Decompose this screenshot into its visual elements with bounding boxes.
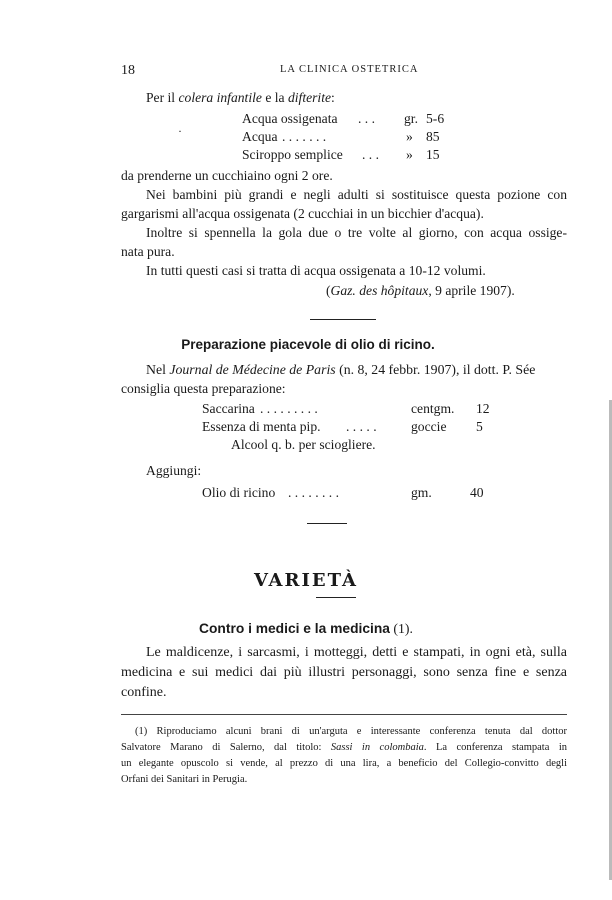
- varieta-title: VARIETÀ: [253, 570, 358, 591]
- alcool-line: Alcool q. b. per sciogliere.: [231, 437, 376, 452]
- footnote-line: [121, 742, 567, 753]
- source-date: , 9 aprile 1907).: [428, 283, 515, 298]
- recipe-value: 5-6: [426, 111, 445, 126]
- recipe-unit: goccie: [411, 419, 447, 434]
- intro-suffix: :: [331, 90, 335, 105]
- stray-mark: ·: [178, 124, 182, 138]
- source-open: (: [326, 283, 331, 298]
- recipe-dots: . . . . . . . . .: [260, 401, 318, 416]
- article-heading: [0, 621, 612, 637]
- aggiungi-label: Aggiungi:: [146, 463, 202, 478]
- footnote-ref: (1).: [389, 621, 413, 636]
- journal-suffix: (n. 8, 24 febbr. 1907), il dott. P. Sée: [335, 362, 536, 377]
- footnote-rule: [121, 714, 567, 715]
- paragraph-line: medicina e sui medici dai più illustri personaggi, sono senza fine e senza: [121, 665, 567, 680]
- intro-line: [146, 90, 567, 106]
- intro-prefix: Per il: [146, 90, 179, 105]
- intro-italic-colera: colera infantile: [178, 90, 262, 105]
- recipe-value: 15: [426, 147, 440, 162]
- recipe-value: 5: [476, 419, 483, 434]
- journal-title: Journal de Médecine de Paris: [169, 362, 336, 377]
- section-heading: Preparazione piacevole di olio di ricino.: [181, 337, 435, 352]
- paragraph-line: [146, 362, 567, 378]
- paragraph-line: Nei bambini più grandi e negli adulti si sostituisce questa pozione con: [146, 187, 567, 202]
- article-heading-text: Contro i medici e la medicina: [199, 621, 390, 636]
- paragraph-line: consiglia questa preparazione:: [121, 381, 286, 396]
- paragraph-line: gargarismi all'acqua ossigenata (2 cucchiai in un bicchier d'acqua).: [121, 206, 484, 221]
- section-divider: [310, 319, 376, 320]
- section-divider: [307, 523, 347, 524]
- paragraph-line: nata pura.: [121, 244, 175, 259]
- recipe-dots: . . .: [362, 147, 379, 162]
- journal-prefix: Nel: [146, 362, 170, 377]
- recipe-name: Saccarina: [202, 401, 255, 416]
- recipe-unit: »: [406, 147, 413, 162]
- footnote-line: (1) Riproduciamo alcuni brani di un'arguta e interessante conferenza tenuta dal dottor: [135, 726, 567, 737]
- paragraph-line: da prenderne un cucchiaino ogni 2 ore.: [121, 168, 333, 183]
- title-underline: [316, 597, 356, 598]
- recipe-value: 12: [476, 401, 490, 416]
- recipe-value: 40: [470, 485, 484, 500]
- footnote-text: . La conferenza stampata in: [423, 742, 567, 753]
- recipe-dots: . . .: [358, 111, 375, 126]
- intro-mid: e la: [261, 90, 288, 105]
- footnote-text: Salvatore Marano di Salerno, dal titolo:: [121, 742, 331, 753]
- footnote-line: un elegante opuscolo si vende, al prezzo di una lira, a beneficio del Collegio-convitto degli: [121, 758, 567, 769]
- recipe-name: Acqua ossigenata: [242, 111, 338, 126]
- recipe-unit: gm.: [411, 485, 432, 500]
- recipe-unit: centgm.: [411, 401, 455, 416]
- intro-italic-difterite: difterite: [287, 90, 332, 105]
- paragraph-line: In tutti questi casi si tratta di acqua ossigenata a 10-12 volumi.: [146, 263, 486, 278]
- recipe-value: 85: [426, 129, 440, 144]
- recipe-unit: »: [406, 129, 413, 144]
- page-number: 18: [121, 63, 135, 78]
- recipe-name: Essenza di menta pip.: [202, 419, 321, 434]
- source-journal: Gaz. des hôpitaux: [330, 283, 429, 298]
- running-title: LA CLINICA OSTETRICA: [280, 64, 419, 75]
- recipe-name: Acqua: [242, 129, 278, 144]
- footnote-title: Sassi in colombaia: [330, 742, 424, 753]
- recipe-dots: . . . . . . .: [282, 129, 327, 144]
- footnote-line: Orfani dei Sanitari in Perugia.: [121, 774, 248, 785]
- paragraph-line: Le maldicenze, i sarcasmi, i motteggi, detti e stampati, in ogni età, sulla: [146, 645, 567, 660]
- paragraph-line: Inoltre si spennella la gola due o tre volte al giorno, con acqua ossige-: [146, 225, 567, 240]
- recipe-name: Sciroppo semplice: [242, 147, 343, 162]
- recipe-dots: . . . . . . . .: [288, 485, 339, 500]
- recipe-dots: . . . . .: [346, 419, 377, 434]
- source-citation: [326, 283, 515, 299]
- paragraph-line: confine.: [121, 685, 167, 700]
- recipe-unit: gr.: [404, 111, 418, 126]
- recipe-name: Olio di ricino: [202, 485, 276, 500]
